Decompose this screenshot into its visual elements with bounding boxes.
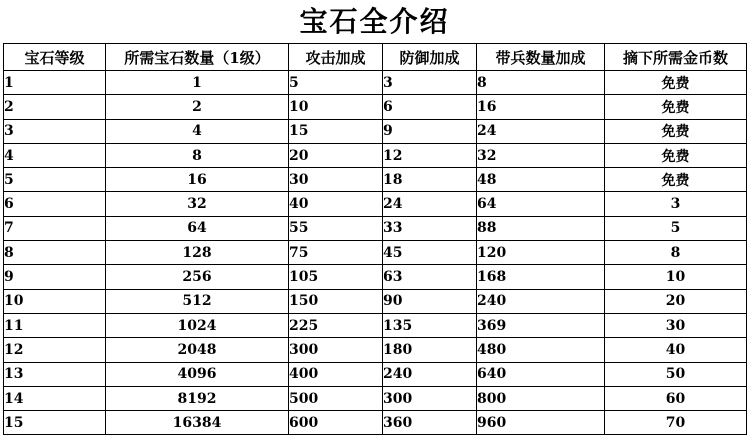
cell-removal-gold: 8	[605, 241, 747, 265]
cell-defense-bonus: 9	[383, 119, 477, 143]
cell-gems-required: 8	[106, 143, 289, 167]
cell-attack-bonus: 600	[289, 411, 383, 435]
cell-gem-level: 2	[4, 95, 106, 119]
cell-defense-bonus: 24	[383, 192, 477, 216]
cell-defense-bonus: 240	[383, 362, 477, 386]
cell-gem-level: 3	[4, 119, 106, 143]
cell-attack-bonus: 30	[289, 168, 383, 192]
cell-removal-gold: 70	[605, 411, 747, 435]
column-header-attack-bonus: 攻击加成	[289, 44, 383, 71]
cell-attack-bonus: 300	[289, 338, 383, 362]
cell-gem-level: 14	[4, 386, 106, 410]
cell-removal-gold: 30	[605, 313, 747, 337]
cell-removal-gold: 10	[605, 265, 747, 289]
cell-attack-bonus: 55	[289, 216, 383, 240]
cell-attack-bonus: 15	[289, 119, 383, 143]
cell-troop-bonus: 240	[477, 289, 605, 313]
column-header-troop-bonus: 带兵数量加成	[477, 44, 605, 71]
cell-defense-bonus: 3	[383, 71, 477, 95]
table-row	[4, 362, 747, 386]
cell-troop-bonus: 8	[477, 71, 605, 95]
cell-removal-gold: 3	[605, 192, 747, 216]
cell-gems-required: 64	[106, 216, 289, 240]
table-row	[4, 95, 747, 119]
cell-gem-level: 15	[4, 411, 106, 435]
cell-gems-required: 1	[106, 71, 289, 95]
cell-removal-gold: 40	[605, 338, 747, 362]
cell-attack-bonus: 105	[289, 265, 383, 289]
column-header-gems-required: 所需宝石数量（1级）	[106, 44, 289, 71]
cell-troop-bonus: 48	[477, 168, 605, 192]
cell-gem-level: 1	[4, 71, 106, 95]
cell-troop-bonus: 640	[477, 362, 605, 386]
cell-gem-level: 7	[4, 216, 106, 240]
table-row	[4, 265, 747, 289]
cell-gems-required: 16384	[106, 411, 289, 435]
cell-defense-bonus: 135	[383, 313, 477, 337]
cell-removal-gold: 50	[605, 362, 747, 386]
cell-defense-bonus: 180	[383, 338, 477, 362]
cell-gems-required: 8192	[106, 386, 289, 410]
cell-gem-level: 5	[4, 168, 106, 192]
cell-gems-required: 4	[106, 119, 289, 143]
cell-gem-level: 10	[4, 289, 106, 313]
cell-removal-gold: 免费	[605, 95, 747, 119]
table-row	[4, 192, 747, 216]
cell-gem-level: 6	[4, 192, 106, 216]
cell-removal-gold: 20	[605, 289, 747, 313]
cell-removal-gold: 免费	[605, 168, 747, 192]
cell-defense-bonus: 6	[383, 95, 477, 119]
table-row	[4, 119, 747, 143]
cell-gem-level: 12	[4, 338, 106, 362]
table-row	[4, 313, 747, 337]
gem-table	[3, 43, 747, 435]
page-title: 宝石全介绍	[299, 5, 450, 38]
cell-removal-gold: 免费	[605, 71, 747, 95]
cell-gem-level: 8	[4, 241, 106, 265]
cell-gems-required: 2	[106, 95, 289, 119]
cell-removal-gold: 60	[605, 386, 747, 410]
table-row	[4, 386, 747, 410]
cell-attack-bonus: 500	[289, 386, 383, 410]
table-row	[4, 411, 747, 435]
column-header-removal-gold: 摘下所需金币数	[605, 44, 747, 71]
cell-defense-bonus: 63	[383, 265, 477, 289]
cell-defense-bonus: 360	[383, 411, 477, 435]
table-row	[4, 289, 747, 313]
cell-gems-required: 32	[106, 192, 289, 216]
cell-attack-bonus: 5	[289, 71, 383, 95]
cell-troop-bonus: 24	[477, 119, 605, 143]
cell-troop-bonus: 480	[477, 338, 605, 362]
cell-gem-level: 13	[4, 362, 106, 386]
cell-troop-bonus: 64	[477, 192, 605, 216]
cell-removal-gold: 免费	[605, 119, 747, 143]
cell-attack-bonus: 20	[289, 143, 383, 167]
cell-troop-bonus: 120	[477, 241, 605, 265]
cell-defense-bonus: 45	[383, 241, 477, 265]
cell-attack-bonus: 150	[289, 289, 383, 313]
cell-gems-required: 16	[106, 168, 289, 192]
table-row	[4, 241, 747, 265]
cell-attack-bonus: 225	[289, 313, 383, 337]
table-row	[4, 143, 747, 167]
cell-removal-gold: 5	[605, 216, 747, 240]
cell-gems-required: 2048	[106, 338, 289, 362]
table-row	[4, 216, 747, 240]
cell-gem-level: 11	[4, 313, 106, 337]
cell-gem-level: 9	[4, 265, 106, 289]
cell-troop-bonus: 88	[477, 216, 605, 240]
cell-troop-bonus: 369	[477, 313, 605, 337]
cell-troop-bonus: 168	[477, 265, 605, 289]
cell-defense-bonus: 18	[383, 168, 477, 192]
table-header-row	[4, 44, 747, 71]
cell-attack-bonus: 40	[289, 192, 383, 216]
cell-troop-bonus: 960	[477, 411, 605, 435]
cell-attack-bonus: 10	[289, 95, 383, 119]
cell-gems-required: 4096	[106, 362, 289, 386]
cell-gems-required: 256	[106, 265, 289, 289]
cell-troop-bonus: 16	[477, 95, 605, 119]
cell-defense-bonus: 33	[383, 216, 477, 240]
cell-attack-bonus: 75	[289, 241, 383, 265]
table-row	[4, 71, 747, 95]
cell-removal-gold: 免费	[605, 143, 747, 167]
cell-defense-bonus: 90	[383, 289, 477, 313]
cell-defense-bonus: 300	[383, 386, 477, 410]
table-row	[4, 168, 747, 192]
cell-gem-level: 4	[4, 143, 106, 167]
table-row	[4, 338, 747, 362]
cell-defense-bonus: 12	[383, 143, 477, 167]
cell-gems-required: 512	[106, 289, 289, 313]
column-header-defense-bonus: 防御加成	[383, 44, 477, 71]
column-header-gem-level: 宝石等级	[4, 44, 106, 71]
cell-gems-required: 1024	[106, 313, 289, 337]
cell-troop-bonus: 800	[477, 386, 605, 410]
cell-attack-bonus: 400	[289, 362, 383, 386]
cell-troop-bonus: 32	[477, 143, 605, 167]
cell-gems-required: 128	[106, 241, 289, 265]
